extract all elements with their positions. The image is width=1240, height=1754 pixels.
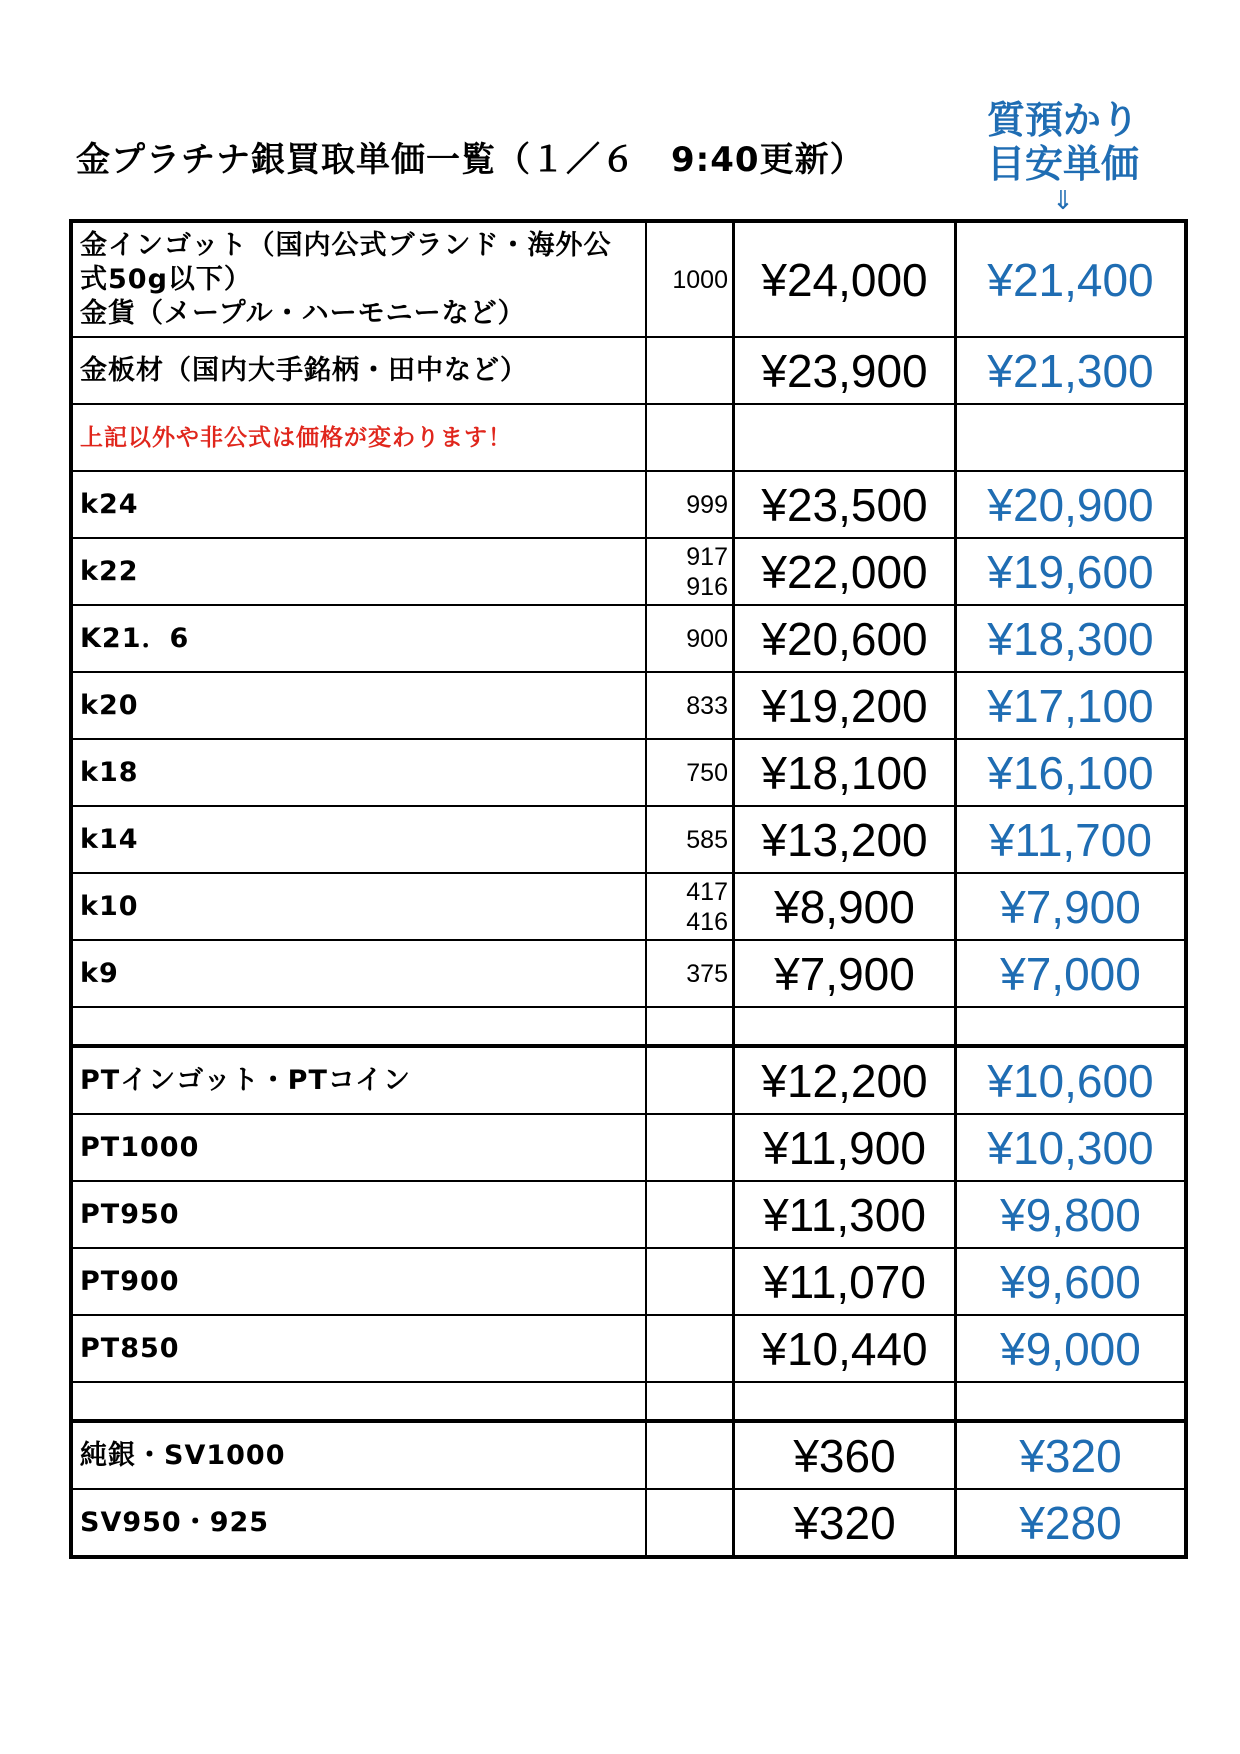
pawn-price: ¥10,600 bbox=[956, 1046, 1187, 1114]
buy-price: ¥23,900 bbox=[734, 337, 956, 404]
spacer-cell bbox=[646, 1007, 734, 1046]
table-spacer-row bbox=[71, 1007, 1186, 1046]
item-name: k20 bbox=[71, 672, 646, 739]
pawn-price: ¥9,000 bbox=[956, 1315, 1187, 1382]
pawn-price: ¥280 bbox=[956, 1489, 1187, 1557]
item-name: k24 bbox=[71, 471, 646, 538]
buy-price: ¥24,000 bbox=[734, 221, 956, 337]
table-row bbox=[71, 940, 1186, 1007]
buy-price: ¥11,300 bbox=[734, 1181, 956, 1248]
pawn-price: ¥9,600 bbox=[956, 1248, 1187, 1315]
item-purity bbox=[646, 1114, 734, 1181]
table-row bbox=[71, 1315, 1186, 1382]
table-row bbox=[71, 1046, 1186, 1114]
item-name: k10 bbox=[71, 873, 646, 940]
buy-price: ¥320 bbox=[734, 1489, 956, 1557]
item-name: PT900 bbox=[71, 1248, 646, 1315]
spacer-cell bbox=[734, 1007, 956, 1046]
pawn-price: ¥10,300 bbox=[956, 1114, 1187, 1181]
item-name: 金板材（国内大手銘柄・田中など） bbox=[71, 337, 646, 404]
pawn-price: ¥320 bbox=[956, 1421, 1187, 1489]
spacer-cell bbox=[734, 1382, 956, 1421]
table-row bbox=[71, 1421, 1186, 1489]
table-row bbox=[71, 806, 1186, 873]
table-row bbox=[71, 471, 1186, 538]
item-name: PT1000 bbox=[71, 1114, 646, 1181]
pawn-price: ¥9,800 bbox=[956, 1181, 1187, 1248]
table-row bbox=[71, 873, 1186, 940]
pawn-price: ¥20,900 bbox=[956, 471, 1187, 538]
spacer-cell bbox=[956, 1007, 1187, 1046]
buy-price: ¥18,100 bbox=[734, 739, 956, 806]
table-row bbox=[71, 739, 1186, 806]
item-name: 金インゴット（国内公式ブランド・海外公 式50g以下） 金貨（メープル・ハーモニーなど） bbox=[71, 221, 646, 337]
item-name: k14 bbox=[71, 806, 646, 873]
item-purity: 417 416 bbox=[646, 873, 734, 940]
table-row bbox=[71, 1248, 1186, 1315]
buy-price: ¥13,200 bbox=[734, 806, 956, 873]
pawn-price: ¥11,700 bbox=[956, 806, 1187, 873]
item-purity bbox=[646, 1489, 734, 1557]
spacer-cell bbox=[646, 1382, 734, 1421]
item-purity: 999 bbox=[646, 471, 734, 538]
buy-price: ¥23,500 bbox=[734, 471, 956, 538]
item-name: PT950 bbox=[71, 1181, 646, 1248]
item-purity bbox=[646, 337, 734, 404]
item-purity: 833 bbox=[646, 672, 734, 739]
item-purity bbox=[646, 1315, 734, 1382]
page-title: 金プラチナ銀買取単価一覧（１／６ 9:40更新） bbox=[76, 140, 865, 180]
table-row bbox=[71, 404, 1186, 471]
spacer-cell bbox=[71, 1007, 646, 1046]
item-name: SV950・925 bbox=[71, 1489, 646, 1557]
item-name: 純銀・SV1000 bbox=[71, 1421, 646, 1489]
buy-price: ¥12,200 bbox=[734, 1046, 956, 1114]
item-purity bbox=[646, 1046, 734, 1114]
table-row bbox=[71, 1181, 1186, 1248]
item-name: PT850 bbox=[71, 1315, 646, 1382]
price-table bbox=[69, 219, 1188, 1559]
buy-price: ¥360 bbox=[734, 1421, 956, 1489]
buy-price: ¥19,200 bbox=[734, 672, 956, 739]
pawn-price: ¥7,900 bbox=[956, 873, 1187, 940]
spacer-cell bbox=[956, 1382, 1187, 1421]
item-purity bbox=[646, 1181, 734, 1248]
item-purity: 750 bbox=[646, 739, 734, 806]
item-name: k18 bbox=[71, 739, 646, 806]
item-purity: 1000 bbox=[646, 221, 734, 337]
item-purity: 917 916 bbox=[646, 538, 734, 605]
spacer-cell bbox=[71, 1382, 646, 1421]
price-notice: 上記以外や非公式は価格が変わります！ bbox=[71, 404, 646, 471]
item-name: PTインゴット・PTコイン bbox=[71, 1046, 646, 1114]
pawn-price: ¥16,100 bbox=[956, 739, 1187, 806]
pawn-price: ¥18,300 bbox=[956, 605, 1187, 672]
item-purity bbox=[646, 1248, 734, 1315]
buy-price: ¥20,600 bbox=[734, 605, 956, 672]
item-name: k22 bbox=[71, 538, 646, 605]
item-name: k9 bbox=[71, 940, 646, 1007]
pawn-price: ¥21,300 bbox=[956, 337, 1187, 404]
buy-price: ¥11,070 bbox=[734, 1248, 956, 1315]
table-spacer-row bbox=[71, 1382, 1186, 1421]
buy-price: ¥7,900 bbox=[734, 940, 956, 1007]
down-arrow-icon: ⇓ bbox=[1052, 186, 1074, 216]
table-row bbox=[71, 1489, 1186, 1557]
pawn-price bbox=[956, 404, 1187, 471]
item-purity: 375 bbox=[646, 940, 734, 1007]
item-purity: 900 bbox=[646, 605, 734, 672]
pawn-price-header bbox=[948, 98, 1178, 216]
pawn-price: ¥17,100 bbox=[956, 672, 1187, 739]
buy-price: ¥11,900 bbox=[734, 1114, 956, 1181]
table-row bbox=[71, 337, 1186, 404]
item-name: K21．6 bbox=[71, 605, 646, 672]
item-purity bbox=[646, 1421, 734, 1489]
table-row bbox=[71, 1114, 1186, 1181]
pawn-price: ¥21,400 bbox=[956, 221, 1187, 337]
item-purity bbox=[646, 404, 734, 471]
buy-price: ¥8,900 bbox=[734, 873, 956, 940]
table-row bbox=[71, 605, 1186, 672]
table-row bbox=[71, 221, 1186, 337]
table-row bbox=[71, 672, 1186, 739]
pawn-price: ¥19,600 bbox=[956, 538, 1187, 605]
table-row bbox=[71, 538, 1186, 605]
pawn-header-line2: 目安単価 bbox=[986, 142, 1139, 186]
buy-price: ¥10,440 bbox=[734, 1315, 956, 1382]
pawn-header-line1: 質預かり bbox=[986, 98, 1139, 142]
pawn-price: ¥7,000 bbox=[956, 940, 1187, 1007]
item-purity: 585 bbox=[646, 806, 734, 873]
buy-price bbox=[734, 404, 956, 471]
buy-price: ¥22,000 bbox=[734, 538, 956, 605]
